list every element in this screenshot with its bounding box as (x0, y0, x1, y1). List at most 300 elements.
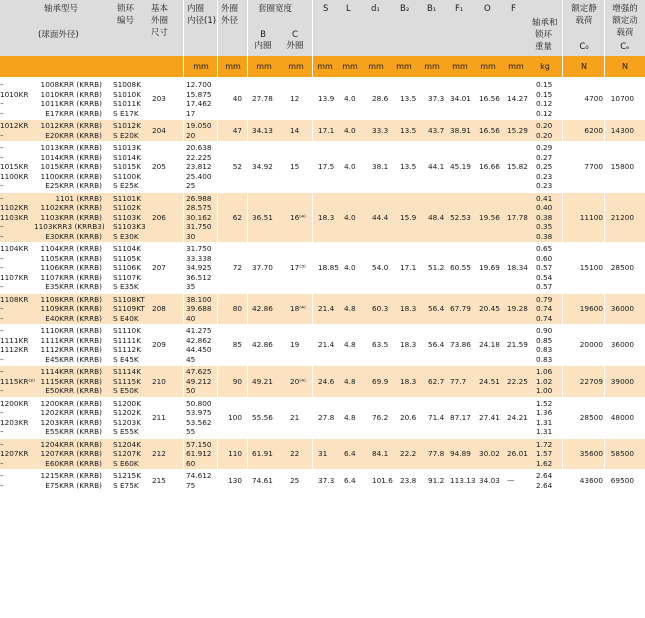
cell-bearing-model: 1108KRR (KRRB) (40, 294, 102, 304)
cell-b2: 15.9 (400, 212, 417, 222)
cell-bearing-model: E55KRR (KRRB) (45, 427, 102, 436)
cell-b2: 13.5 (400, 94, 417, 104)
cell-collar-no: S E30K (113, 231, 139, 241)
header-o: O (484, 4, 491, 14)
cell-weight: 0.12 (536, 108, 553, 118)
cell-l: 4.8 (344, 340, 356, 350)
cell-b: 36.51 (252, 212, 273, 222)
cell-cs: 35600 (579, 449, 603, 458)
cell-f: — (507, 475, 515, 485)
column-divider (312, 0, 313, 618)
cell-c: 25 (290, 475, 300, 485)
unit-inner-bore: mm (193, 62, 209, 71)
cell-l: 4.8 (344, 412, 356, 422)
cell-collar-no: S1203K (113, 417, 141, 427)
table-row (0, 367, 645, 377)
cell-b1: 77.8 (428, 449, 445, 458)
cell-weight: 0.29 (536, 143, 553, 152)
cell-housed-unit-no: 1203KR (0, 417, 29, 427)
cell-bearing-model: 1204KRR (KRRB) (40, 439, 102, 449)
header-f1: F₁ (455, 4, 464, 14)
cell-housed-unit-no: – (0, 130, 4, 140)
cell-f1: 94.89 (450, 449, 471, 458)
cell-collar-no: S1012K (113, 121, 141, 130)
cell-cs: 15100 (579, 263, 603, 272)
unit-width-c: mm (288, 62, 304, 71)
cell-o: 34.03 (479, 475, 500, 485)
cell-weight: 0.74 (536, 304, 553, 313)
header-b1: B₁ (427, 4, 437, 14)
unit-f: mm (508, 62, 524, 71)
cell-o: 24.51 (479, 376, 500, 386)
cell-d: 110 (228, 449, 242, 458)
cell-f: 22.25 (507, 376, 528, 386)
cell-cd: 36000 (610, 340, 634, 350)
cell-b1: 56.4 (428, 340, 445, 350)
cell-cd: 58500 (610, 449, 634, 458)
unit-l: mm (342, 62, 358, 71)
cell-weight: 0.23 (536, 181, 553, 190)
cell-b2: 18.3 (400, 376, 417, 386)
cell-cs: 28500 (579, 412, 603, 422)
cell-weight: 0.57 (536, 282, 553, 291)
unit-f1: mm (452, 62, 468, 71)
cell-bearing-model: 1011KRR (KRRB) (40, 99, 102, 108)
cell-s: 31 (318, 449, 328, 458)
cell-s: 24.6 (318, 376, 335, 386)
cell-inner-bore: 31.750 (186, 222, 212, 231)
cell-collar-no: S1100K (113, 171, 141, 181)
cell-f: 14.27 (507, 94, 528, 104)
cell-collar-no: S1108KT (113, 294, 145, 304)
header-f: F (511, 4, 516, 14)
cell-o: 27.41 (479, 412, 500, 422)
cell-d1: 60.3 (372, 304, 389, 313)
cell-f1: 67.79 (450, 304, 471, 313)
table-row (0, 194, 645, 204)
cell-cd: 39000 (610, 376, 634, 386)
cell-b1: 44.1 (428, 162, 445, 171)
cell-c: 18⁽⁴⁾ (290, 304, 306, 313)
cell-b1: 62.7 (428, 376, 445, 386)
cell-bearing-model: 1202KRR (KRRB) (40, 408, 102, 417)
cell-b2: 13.5 (400, 162, 417, 171)
table-row (0, 143, 645, 153)
cell-housed-unit-no: – (0, 354, 4, 364)
cell-inner-bore: 15.875 (186, 89, 212, 99)
cell-d: 130 (228, 475, 242, 485)
cell-inner-bore: 25.400 (186, 171, 212, 181)
cell-weight: 0.85 (536, 335, 553, 345)
bearing-group (0, 120, 645, 141)
cell-bearing-model: 1100KRR (KRRB) (40, 171, 102, 181)
cell-bearing-model: 1008KRR (KRRB) (40, 80, 102, 89)
cell-weight: 0.23 (536, 171, 553, 181)
cell-c: 16⁽⁴⁾ (290, 212, 306, 222)
cell-inner-bore: 34.925 (186, 263, 212, 272)
cell-size: 210 (152, 376, 166, 386)
cell-f1: 45.19 (450, 162, 471, 171)
cell-weight: 1.31 (536, 427, 553, 436)
cell-d1: 76.2 (372, 412, 389, 422)
cell-inner-bore: 57.150 (186, 439, 212, 449)
cell-weight: 0.27 (536, 152, 553, 162)
cell-inner-bore: 42.862 (186, 335, 212, 345)
table-header (0, 0, 645, 56)
cell-cs: 4700 (584, 94, 603, 104)
unit-o: mm (480, 62, 496, 71)
cell-inner-bore: 17 (186, 108, 196, 118)
cell-o: 19.69 (479, 263, 500, 272)
cell-housed-unit-no: – (0, 99, 4, 108)
cell-bearing-model: 1112KRR (KRRB) (40, 345, 102, 354)
cell-b1: 48.4 (428, 212, 445, 222)
cell-collar-no: S1104K (113, 244, 141, 253)
bearing-group (0, 193, 645, 243)
cell-bearing-model: E17KRR (KRRB) (45, 108, 102, 118)
header-weight-2: 锁环 (535, 30, 553, 40)
cell-f: 15.82 (507, 162, 528, 171)
cell-inner-bore: 53.975 (186, 408, 212, 417)
cell-bearing-model: 1115KRR (KRRB) (40, 376, 102, 386)
cell-collar-no: S1114K (113, 367, 141, 376)
cell-d: 40 (232, 94, 242, 104)
cell-bearing-model: E20KRR (KRRB) (45, 130, 102, 140)
cell-weight: 0.12 (536, 99, 553, 108)
cell-weight: 0.40 (536, 203, 553, 212)
header-static-2: 载荷 (575, 16, 593, 26)
header-width-b: B (260, 30, 266, 40)
cell-size: 211 (152, 412, 166, 422)
cell-collar-no: S1202K (113, 408, 141, 417)
cell-collar-no: S1008K (113, 80, 141, 89)
cell-housed-unit-no: 1207KR (0, 449, 29, 458)
cell-d: 80 (232, 304, 242, 313)
cell-housed-unit-no: – (0, 152, 4, 162)
table-row (0, 254, 645, 264)
cell-b2: 20.6 (400, 412, 417, 422)
cell-c: 19 (290, 340, 300, 350)
cell-housed-unit-no: 1108KR (0, 294, 29, 304)
unit-d1: mm (368, 62, 384, 71)
cell-f1: 113.13 (450, 475, 476, 485)
cell-bearing-model: 1203KRR (KRRB) (40, 417, 102, 427)
cell-d: 52 (232, 162, 242, 171)
cell-cd: 14300 (610, 125, 634, 135)
cell-l: 4.8 (344, 376, 356, 386)
cell-b1: 43.7 (428, 125, 445, 135)
header-basic-ring-2: 外圈 (151, 16, 169, 26)
cell-collar-no: S1109KT (113, 304, 145, 313)
table-row (0, 427, 645, 437)
cell-housed-unit-no: – (0, 408, 4, 417)
cell-collar-no: S1014K (113, 152, 141, 162)
bearing-group (0, 142, 645, 192)
cell-housed-unit-no: – (0, 458, 4, 468)
column-divider (247, 0, 248, 618)
bearing-group (0, 325, 645, 365)
table-row (0, 282, 645, 292)
cell-inner-bore: 50.800 (186, 398, 212, 408)
table-row (0, 295, 645, 305)
cell-collar-no: S1106K (113, 263, 141, 272)
cell-c: 15 (290, 162, 300, 171)
cell-size: 207 (152, 263, 166, 272)
cell-bearing-model: 1103KRR3 (KRRB3) (34, 222, 105, 231)
table-row (0, 172, 645, 182)
cell-cs: 7700 (584, 162, 603, 171)
cell-d: 47 (232, 125, 242, 135)
cell-inner-bore: 38.100 (186, 294, 212, 304)
header-outer-1: 外圈 (221, 4, 239, 14)
units-bar (0, 56, 645, 77)
cell-weight: 0.41 (536, 193, 553, 203)
header-dynamic-symbol: Cₑ (620, 42, 630, 52)
cell-housed-unit-no: – (0, 304, 4, 313)
column-divider (217, 0, 218, 618)
cell-housed-unit-no: – (0, 181, 4, 190)
cell-f: 18.34 (507, 263, 528, 272)
table-row (0, 181, 645, 191)
cell-d: 62 (232, 212, 242, 222)
header-bearing-model: 轴承型号 (44, 4, 79, 14)
cell-collar-no: S1013K (113, 143, 141, 152)
cell-inner-bore: 61.912 (186, 449, 212, 458)
cell-inner-bore: 26.988 (186, 193, 212, 203)
cell-s: 17.5 (318, 162, 335, 171)
cell-collar-no: S E40K (113, 313, 139, 323)
column-divider (604, 0, 605, 618)
cell-weight: 0.15 (536, 80, 553, 89)
unit-b2: mm (396, 62, 412, 71)
cell-bearing-model: E30KRR (KRRB) (45, 231, 102, 241)
cell-housed-unit-no: – (0, 367, 4, 376)
table-row (0, 109, 645, 119)
cell-d1: 44.4 (372, 212, 389, 222)
cell-housed-unit-no: – (0, 326, 4, 335)
cell-cs: 22709 (579, 376, 603, 386)
cell-weight: 1.31 (536, 417, 553, 427)
cell-collar-no: S1103K3 (113, 222, 146, 231)
cell-bearing-model: 1015KRR (KRRB) (40, 162, 102, 171)
cell-weight: 1.02 (536, 376, 553, 386)
cell-inner-bore: 28.575 (186, 203, 212, 212)
cell-f1: 38.91 (450, 125, 471, 135)
bearing-group (0, 243, 645, 293)
cell-b2: 23.8 (400, 475, 417, 485)
cell-cd: 21200 (610, 212, 634, 222)
unit-outer-dia: mm (225, 62, 241, 71)
cell-cs: 19600 (579, 304, 603, 313)
cell-inner-bore: 30 (186, 231, 196, 241)
cell-f1: 34.01 (450, 94, 471, 104)
cell-collar-no: S E35K (113, 282, 139, 291)
bearing-group (0, 398, 645, 438)
cell-weight: 1.57 (536, 449, 553, 458)
cell-bearing-model: 1106KRR (KRRB) (40, 263, 102, 272)
cell-bearing-model: E45KRR (KRRB) (45, 354, 102, 364)
cell-o: 19.56 (479, 212, 500, 222)
cell-o: 20.45 (479, 304, 500, 313)
cell-cd: 28500 (610, 263, 634, 272)
table-row (0, 314, 645, 324)
cell-bearing-model: 1010KRR (KRRB) (40, 89, 102, 99)
table-row (0, 440, 645, 450)
cell-d1: 54.0 (372, 263, 389, 272)
cell-housed-unit-no: – (0, 282, 4, 291)
cell-collar-no: S1207K (113, 449, 141, 458)
header-bearing-model-sub: (球面外径) (38, 30, 79, 40)
cell-inner-bore: 25 (186, 181, 196, 190)
cell-inner-bore: 20.638 (186, 143, 212, 152)
cell-bearing-model: 1101 (KRRB) (55, 193, 102, 203)
cell-cd: 69500 (610, 475, 634, 485)
cell-collar-no: S1101K (113, 193, 141, 203)
cell-inner-bore: 75 (186, 480, 196, 490)
cell-s: 27.8 (318, 412, 335, 422)
cell-f1: 73.86 (450, 340, 471, 350)
cell-housed-unit-no: 1107KR (0, 272, 29, 282)
cell-b1: 91.2 (428, 475, 445, 485)
cell-s: 18.3 (318, 212, 335, 222)
bearing-group (0, 470, 645, 491)
cell-bearing-model: E50KRR (KRRB) (45, 386, 102, 395)
cell-size: 205 (152, 162, 166, 171)
cell-s: 37.3 (318, 475, 335, 485)
cell-collar-no: S1011K (113, 99, 141, 108)
cell-l: 6.4 (344, 475, 356, 485)
header-dynamic-3: 载荷 (616, 28, 634, 38)
cell-bearing-model: E40KRR (KRRB) (45, 313, 102, 323)
cell-housed-unit-no: 1200KR (0, 398, 29, 408)
table-row (0, 326, 645, 336)
cell-weight: 0.83 (536, 345, 553, 354)
cell-cd: 48000 (610, 412, 634, 422)
cell-s: 18.85 (318, 263, 339, 272)
cell-inner-bore: 53.562 (186, 417, 212, 427)
cell-cs: 20000 (579, 340, 603, 350)
cell-housed-unit-no: – (0, 313, 4, 323)
cell-weight: 1.62 (536, 458, 553, 468)
cell-weight: 0.38 (536, 212, 553, 222)
cell-f: 21.59 (507, 340, 528, 350)
cell-collar-no: S E25K (113, 181, 139, 190)
cell-c: 17⁽³⁾ (290, 263, 306, 272)
cell-collar-no: S1115K (113, 376, 141, 386)
cell-inner-bore: 36.512 (186, 272, 212, 282)
cell-housed-unit-no: – (0, 263, 4, 272)
table-row (0, 386, 645, 396)
cell-inner-bore: 74.612 (186, 471, 212, 480)
table-row (0, 232, 645, 242)
cell-b: 37.70 (252, 263, 273, 272)
cell-d1: 28.6 (372, 94, 389, 104)
cell-weight: 1.72 (536, 439, 553, 449)
cell-b2: 22.2 (400, 449, 417, 458)
cell-inner-bore: 17.462 (186, 99, 212, 108)
cell-inner-bore: 30.162 (186, 212, 212, 222)
unit-width-b: mm (256, 62, 272, 71)
cell-weight: 0.25 (536, 162, 553, 171)
cell-l: 6.4 (344, 449, 356, 458)
cell-l: 4.0 (344, 263, 356, 272)
cell-b: 42.86 (252, 304, 273, 313)
cell-c: 20⁽⁴⁾ (290, 376, 306, 386)
cell-size: 212 (152, 449, 166, 458)
cell-housed-unit-no: – (0, 80, 4, 89)
cell-size: 206 (152, 212, 166, 222)
cell-cd: 36000 (610, 304, 634, 313)
cell-collar-no: S1107K (113, 272, 141, 282)
cell-housed-unit-no: – (0, 480, 4, 490)
cell-weight: 0.65 (536, 244, 553, 253)
cell-weight: 1.00 (536, 386, 553, 395)
cell-inner-bore: 39.688 (186, 304, 212, 313)
cell-inner-bore: 47.625 (186, 367, 212, 376)
cell-housed-unit-no: – (0, 439, 4, 449)
cell-collar-no: S1105K (113, 253, 141, 263)
header-outer-2: 外径 (221, 16, 239, 26)
cell-inner-bore: 19.050 (186, 121, 212, 130)
cell-housed-unit-no: – (0, 427, 4, 436)
cell-b1: 56.4 (428, 304, 445, 313)
cell-s: 21.4 (318, 340, 335, 350)
cell-weight: 0.60 (536, 253, 553, 263)
header-static-1: 额定静 (571, 4, 597, 14)
cell-collar-no: S1112K (113, 345, 141, 354)
header-width-c-sub: 外圈 (286, 41, 304, 51)
cell-collar-no: S1200K (113, 398, 141, 408)
header-b2: B₂ (400, 4, 410, 14)
cell-cs: 6200 (584, 125, 603, 135)
cell-inner-bore: 60 (186, 458, 196, 468)
cell-b: 61.91 (252, 449, 273, 458)
cell-s: 21.4 (318, 304, 335, 313)
column-divider (562, 0, 563, 618)
cell-collar-no: S1111K (113, 335, 141, 345)
cell-inner-bore: 33.338 (186, 253, 212, 263)
cell-housed-unit-no: 1104KR (0, 244, 29, 253)
cell-collar-no: S1010K (113, 89, 141, 99)
cell-l: 4.0 (344, 212, 356, 222)
cell-weight: 0.90 (536, 326, 553, 335)
cell-l: 4.0 (344, 162, 356, 171)
cell-l: 4.0 (344, 125, 356, 135)
header-width-c: C (292, 30, 298, 40)
cell-inner-bore: 49.212 (186, 376, 212, 386)
cell-l: 4.8 (344, 304, 356, 313)
cell-weight: 1.36 (536, 408, 553, 417)
cell-collar-no: S E75K (113, 480, 139, 490)
table-row (0, 153, 645, 163)
cell-d1: 69.9 (372, 376, 389, 386)
cell-inner-bore: 35 (186, 282, 196, 291)
cell-bearing-model: 1207KRR (KRRB) (40, 449, 102, 458)
cell-housed-unit-no: – (0, 231, 4, 241)
bearing-group (0, 294, 645, 325)
cell-collar-no: S E20K (113, 130, 139, 140)
bearing-group (0, 79, 645, 119)
header-l: L (346, 4, 351, 14)
cell-weight: 0.15 (536, 89, 553, 99)
cell-housed-unit-no: 1103KR (0, 212, 29, 222)
cell-bearing-model: 1109KRR (KRRB) (40, 304, 102, 313)
cell-d: 72 (232, 263, 242, 272)
cell-bearing-model: E60KRR (KRRB) (45, 458, 102, 468)
cell-cs: 43600 (579, 475, 603, 485)
cell-inner-bore: 44.450 (186, 345, 212, 354)
cell-weight: 2.64 (536, 471, 553, 480)
